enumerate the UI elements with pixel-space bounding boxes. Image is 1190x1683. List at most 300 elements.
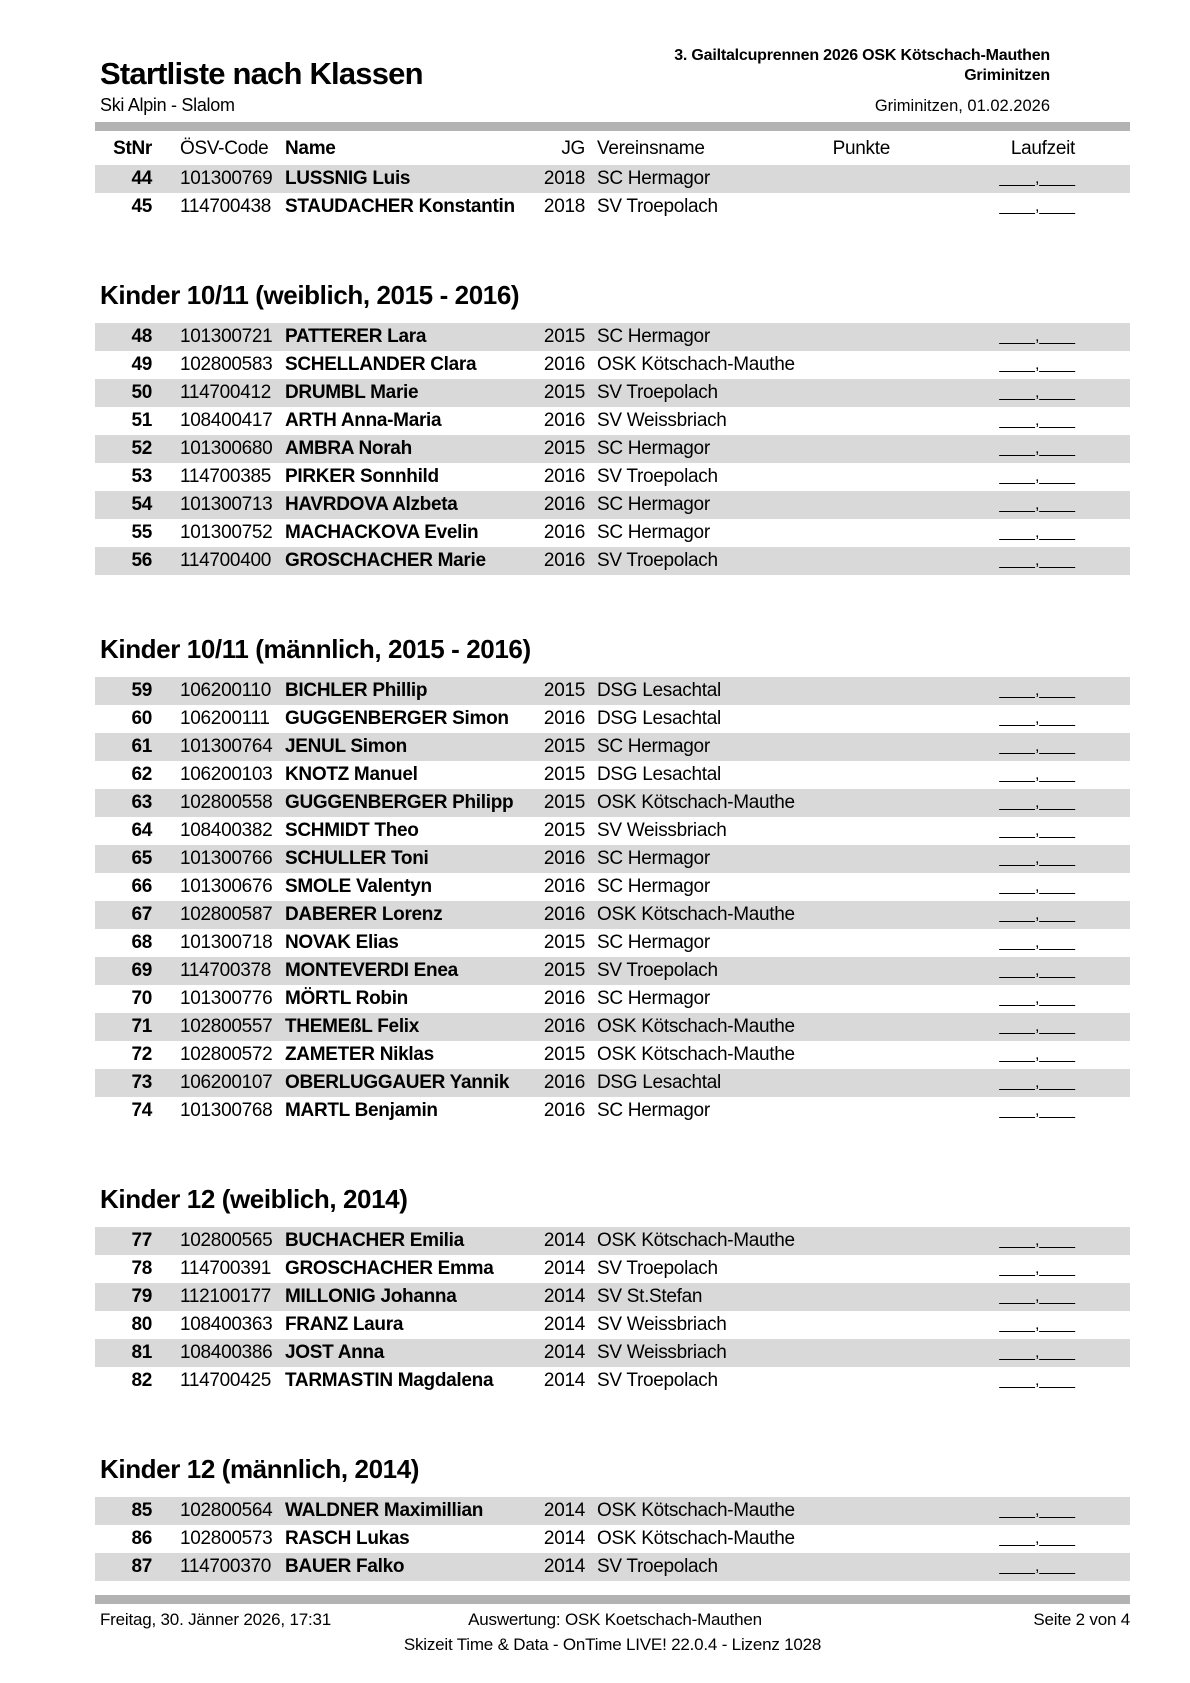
table-row	[95, 929, 1130, 957]
col-header-laufzeit: Laufzeit	[1010, 138, 1075, 159]
cell-jg: 2015	[543, 932, 585, 953]
table-row	[95, 789, 1130, 817]
event-header	[674, 46, 1130, 86]
table-row	[95, 491, 1130, 519]
cell-laufzeit: ____,____	[999, 1502, 1075, 1519]
table-row	[95, 1255, 1130, 1283]
cell-jg: 2018	[543, 196, 585, 217]
cell-punkte	[797, 817, 890, 845]
cell-name: FRANZ Laura	[285, 1314, 404, 1335]
cell-name: ZAMETER Niklas	[285, 1044, 434, 1065]
table-row	[95, 323, 1130, 351]
cell-verein: SV Troepolach	[597, 1556, 718, 1577]
cell-punkte	[797, 845, 890, 873]
cell-punkte	[797, 491, 890, 519]
footer-auswertung: Auswertung: OSK Koetschach-Mauthen	[468, 1610, 762, 1629]
cell-oesv-code: 114700425	[180, 1370, 271, 1391]
cell-name: DABERER Lorenz	[285, 904, 443, 925]
cell-verein: DSG Lesachtal	[597, 1072, 721, 1093]
class-table	[95, 165, 1130, 221]
cell-laufzeit: ____,____	[999, 962, 1075, 979]
table-row	[95, 1525, 1130, 1553]
cell-punkte	[797, 1339, 890, 1367]
cell-oesv-code: 106200111	[180, 708, 270, 729]
class-table	[95, 1497, 1130, 1581]
cell-stnr: 54	[131, 494, 152, 515]
cell-verein: SC Hermagor	[597, 494, 710, 515]
cell-laufzeit: ____,____	[999, 1372, 1075, 1389]
cell-stnr: 48	[131, 326, 152, 347]
cell-punkte	[797, 351, 890, 379]
cell-jg: 2016	[543, 410, 585, 431]
cell-punkte	[797, 789, 890, 817]
table-row	[95, 193, 1130, 221]
cell-laufzeit: ____,____	[999, 738, 1075, 755]
cell-laufzeit: ____,____	[999, 440, 1075, 457]
cell-jg: 2014	[543, 1286, 585, 1307]
cell-jg: 2016	[543, 904, 585, 925]
event-name: 3. Gailtalcuprennen 2026 OSK Kötschach-Mauthen	[674, 47, 1050, 64]
cell-oesv-code: 106200110	[180, 680, 271, 701]
cell-verein: OSK Kötschach-Mauthe	[597, 904, 795, 925]
col-header-jg: JG	[561, 138, 585, 159]
cell-jg: 2016	[543, 1100, 585, 1121]
table-row	[95, 817, 1130, 845]
cell-stnr: 86	[131, 1528, 152, 1549]
cell-oesv-code: 102800565	[180, 1230, 273, 1251]
cell-name: THEMEßL Felix	[285, 1016, 420, 1037]
table-row	[95, 1283, 1130, 1311]
cell-oesv-code: 101300776	[180, 988, 273, 1009]
cell-punkte	[797, 1283, 890, 1311]
cell-name: MILLONIG Johanna	[285, 1286, 457, 1307]
cell-name: DRUMBL Marie	[285, 382, 419, 403]
cell-verein: OSK Kötschach-Mauthe	[597, 1230, 795, 1251]
cell-laufzeit: ____,____	[999, 356, 1075, 373]
section-heading: Kinder 10/11 (männlich, 2015 - 2016)	[100, 634, 531, 664]
table-row	[95, 845, 1130, 873]
cell-laufzeit: ____,____	[999, 794, 1075, 811]
cell-punkte	[797, 1497, 890, 1525]
cell-stnr: 53	[131, 466, 152, 487]
cell-oesv-code: 101300768	[180, 1100, 273, 1121]
table-row	[95, 1553, 1130, 1581]
cell-name: JOST Anna	[285, 1342, 384, 1363]
cell-verein: SV Troepolach	[597, 382, 718, 403]
footer-page-number: Seite 2 von 4	[1033, 1610, 1130, 1629]
cell-jg: 2015	[543, 820, 585, 841]
cell-oesv-code: 102800572	[180, 1044, 273, 1065]
cell-laufzeit: ____,____	[999, 990, 1075, 1007]
cell-name: MARTL Benjamin	[285, 1100, 438, 1121]
cell-verein: OSK Kötschach-Mauthe	[597, 354, 795, 375]
cell-oesv-code: 102800558	[180, 792, 273, 813]
cell-oesv-code: 114700385	[180, 466, 271, 487]
cell-name: ARTH Anna-Maria	[285, 410, 442, 431]
cell-verein: DSG Lesachtal	[597, 680, 721, 701]
cell-oesv-code: 102800573	[180, 1528, 273, 1549]
cell-verein: SV Weissbriach	[597, 820, 727, 841]
cell-laufzeit: ____,____	[999, 170, 1075, 187]
cell-punkte	[797, 193, 890, 221]
cell-jg: 2016	[543, 1016, 585, 1037]
cell-verein: DSG Lesachtal	[597, 708, 721, 729]
cell-name: HAVRDOVA Alzbeta	[285, 494, 458, 515]
table-row	[95, 985, 1130, 1013]
cell-name: BUCHACHER Emilia	[285, 1230, 464, 1251]
page-header	[95, 46, 1130, 92]
cell-stnr: 59	[131, 680, 152, 701]
cell-oesv-code: 108400417	[180, 410, 273, 431]
cell-oesv-code: 108400363	[180, 1314, 273, 1335]
cell-stnr: 68	[131, 932, 152, 953]
footer-divider	[95, 1595, 1130, 1604]
cell-verein: SC Hermagor	[597, 988, 710, 1009]
class-table	[95, 677, 1130, 1125]
cell-jg: 2014	[543, 1370, 585, 1391]
cell-oesv-code: 108400382	[180, 820, 273, 841]
table-row	[95, 1497, 1130, 1525]
cell-stnr: 82	[131, 1370, 152, 1391]
cell-oesv-code: 102800557	[180, 1016, 273, 1037]
cell-name: MACHACKOVA Evelin	[285, 522, 479, 543]
cell-stnr: 61	[131, 736, 152, 757]
cell-name: AMBRA Norah	[285, 438, 412, 459]
cell-name: GUGGENBERGER Philipp	[285, 792, 514, 813]
cell-stnr: 66	[131, 876, 152, 897]
cell-name: STAUDACHER Konstantin	[285, 196, 515, 217]
table-row	[95, 165, 1130, 193]
cell-oesv-code: 112100177	[180, 1286, 271, 1307]
cell-laufzeit: ____,____	[999, 412, 1075, 429]
cell-verein: DSG Lesachtal	[597, 764, 721, 785]
cell-jg: 2014	[543, 1342, 585, 1363]
cell-stnr: 79	[131, 1286, 152, 1307]
cell-laufzeit: ____,____	[999, 878, 1075, 895]
header-subline	[95, 95, 1130, 116]
cell-name: RASCH Lukas	[285, 1528, 410, 1549]
cell-punkte	[797, 519, 890, 547]
cell-punkte	[797, 323, 890, 351]
footer	[95, 1610, 1130, 1630]
table-row	[95, 351, 1130, 379]
cell-stnr: 55	[131, 522, 152, 543]
cell-verein: SV Weissbriach	[597, 1342, 727, 1363]
cell-oesv-code: 101300721	[180, 326, 273, 347]
cell-name: TARMASTIN Magdalena	[285, 1370, 494, 1391]
cell-jg: 2015	[543, 382, 585, 403]
cell-verein: SV Weissbriach	[597, 410, 727, 431]
cell-name: BICHLER Phillip	[285, 680, 428, 701]
cell-punkte	[797, 1553, 890, 1581]
cell-verein: SC Hermagor	[597, 168, 710, 189]
cell-verein: SV St.Stefan	[597, 1286, 703, 1307]
cell-stnr: 73	[131, 1072, 152, 1093]
col-header-name: Name	[285, 138, 336, 159]
table-row	[95, 1041, 1130, 1069]
cell-oesv-code: 114700370	[180, 1556, 271, 1577]
cell-laufzeit: ____,____	[999, 1530, 1075, 1547]
table-row	[95, 1367, 1130, 1395]
cell-jg: 2015	[543, 326, 585, 347]
cell-stnr: 74	[131, 1100, 152, 1121]
cell-oesv-code: 114700412	[180, 382, 271, 403]
cell-oesv-code: 101300680	[180, 438, 273, 459]
cell-name: GUGGENBERGER Simon	[285, 708, 509, 729]
cell-verein: SV Troepolach	[597, 466, 718, 487]
cell-punkte	[797, 1069, 890, 1097]
cell-laufzeit: ____,____	[999, 1232, 1075, 1249]
cell-verein: OSK Kötschach-Mauthe	[597, 1016, 795, 1037]
cell-punkte	[797, 379, 890, 407]
section-heading: Kinder 10/11 (weiblich, 2015 - 2016)	[100, 280, 520, 310]
cell-stnr: 60	[131, 708, 152, 729]
table-row	[95, 519, 1130, 547]
cell-jg: 2016	[543, 522, 585, 543]
cell-jg: 2016	[543, 1072, 585, 1093]
table-row	[95, 705, 1130, 733]
cell-jg: 2016	[543, 550, 585, 571]
class-table	[95, 1227, 1130, 1395]
cell-stnr: 52	[131, 438, 152, 459]
cell-punkte	[797, 1227, 890, 1255]
cell-verein: SV Troepolach	[597, 1370, 718, 1391]
cell-name: SCHMIDT Theo	[285, 820, 419, 841]
cell-laufzeit: ____,____	[999, 766, 1075, 783]
cell-jg: 2014	[543, 1528, 585, 1549]
cell-laufzeit: ____,____	[999, 1558, 1075, 1575]
cell-name: GROSCHACHER Marie	[285, 550, 486, 571]
cell-laufzeit: ____,____	[999, 1102, 1075, 1119]
cell-laufzeit: ____,____	[999, 1344, 1075, 1361]
cell-name: WALDNER Maximillian	[285, 1500, 484, 1521]
cell-jg: 2015	[543, 736, 585, 757]
cell-jg: 2014	[543, 1556, 585, 1577]
footer-software: Skizeit Time & Data - OnTime LIVE! 22.0.4 - Lizenz 1028	[403, 1635, 822, 1654]
cell-verein: SV Weissbriach	[597, 1314, 727, 1335]
document-page	[95, 0, 1130, 1655]
cell-laufzeit: ____,____	[999, 198, 1075, 215]
col-header-stnr: StNr	[113, 138, 152, 159]
cell-name: KNOTZ Manuel	[285, 764, 418, 785]
cell-punkte	[797, 761, 890, 789]
cell-name: MÖRTL Robin	[285, 988, 408, 1009]
cell-laufzeit: ____,____	[999, 384, 1075, 401]
cell-jg: 2015	[543, 680, 585, 701]
cell-verein: SV Troepolach	[597, 960, 718, 981]
cell-punkte	[797, 547, 890, 575]
cell-laufzeit: ____,____	[999, 850, 1075, 867]
footer-datetime: Freitag, 30. Jänner 2026, 17:31	[100, 1610, 332, 1629]
cell-jg: 2014	[543, 1230, 585, 1251]
table-row	[95, 463, 1130, 491]
cell-oesv-code: 102800564	[180, 1500, 273, 1521]
table-row	[95, 1097, 1130, 1125]
cell-laufzeit: ____,____	[999, 328, 1075, 345]
cell-punkte	[797, 1255, 890, 1283]
cell-stnr: 62	[131, 764, 152, 785]
section-heading: Kinder 12 (männlich, 2014)	[100, 1454, 420, 1484]
table-row	[95, 761, 1130, 789]
cell-oesv-code: 114700438	[180, 196, 271, 217]
cell-stnr: 51	[131, 410, 152, 431]
cell-jg: 2015	[543, 960, 585, 981]
cell-stnr: 71	[131, 1016, 152, 1037]
cell-laufzeit: ____,____	[999, 934, 1075, 951]
section-heading: Kinder 12 (weiblich, 2014)	[100, 1184, 408, 1214]
table-row	[95, 901, 1130, 929]
cell-laufzeit: ____,____	[999, 682, 1075, 699]
col-header-verein: Vereinsname	[597, 138, 705, 159]
cell-stnr: 64	[131, 820, 152, 841]
table-row	[95, 547, 1130, 575]
table-row	[95, 407, 1130, 435]
cell-punkte	[797, 957, 890, 985]
cell-oesv-code: 102800587	[180, 904, 273, 925]
cell-verein: SV Troepolach	[597, 196, 718, 217]
cell-stnr: 80	[131, 1314, 152, 1335]
page-title: Startliste nach Klassen	[100, 56, 423, 91]
cell-stnr: 65	[131, 848, 152, 869]
cell-stnr: 77	[131, 1230, 152, 1251]
cell-jg: 2015	[543, 438, 585, 459]
cell-laufzeit: ____,____	[999, 552, 1075, 569]
cell-verein: SC Hermagor	[597, 522, 710, 543]
cell-verein: SC Hermagor	[597, 876, 710, 897]
table-row	[95, 1311, 1130, 1339]
cell-stnr: 44	[131, 168, 152, 189]
table-row	[95, 1227, 1130, 1255]
table-row	[95, 733, 1130, 761]
cell-laufzeit: ____,____	[999, 468, 1075, 485]
cell-oesv-code: 108400386	[180, 1342, 273, 1363]
cell-jg: 2016	[543, 848, 585, 869]
cell-verein: SC Hermagor	[597, 1100, 710, 1121]
cell-stnr: 78	[131, 1258, 152, 1279]
cell-jg: 2016	[543, 354, 585, 375]
cell-name: JENUL Simon	[285, 736, 407, 757]
cell-jg: 2016	[543, 988, 585, 1009]
table-row	[95, 435, 1130, 463]
cell-punkte	[797, 873, 890, 901]
discipline-label: Ski Alpin - Slalom	[100, 95, 235, 115]
cell-punkte	[797, 985, 890, 1013]
cell-stnr: 45	[131, 196, 152, 217]
cell-name: LUSSNIG Luis	[285, 168, 411, 189]
sections	[95, 165, 1130, 1581]
cell-laufzeit: ____,____	[999, 710, 1075, 727]
event-venue: Griminitzen	[964, 67, 1050, 84]
cell-oesv-code: 106200103	[180, 764, 273, 785]
cell-stnr: 49	[131, 354, 152, 375]
cell-punkte	[797, 1041, 890, 1069]
cell-punkte	[797, 733, 890, 761]
cell-punkte	[797, 165, 890, 193]
cell-laufzeit: ____,____	[999, 1288, 1075, 1305]
cell-jg: 2016	[543, 708, 585, 729]
cell-oesv-code: 114700378	[180, 960, 271, 981]
cell-oesv-code: 101300766	[180, 848, 273, 869]
cell-punkte	[797, 1525, 890, 1553]
cell-punkte	[797, 463, 890, 491]
cell-punkte	[797, 1367, 890, 1395]
cell-jg: 2015	[543, 1044, 585, 1065]
cell-punkte	[797, 677, 890, 705]
cell-oesv-code: 101300769	[180, 168, 273, 189]
cell-name: SCHULLER Toni	[285, 848, 429, 869]
cell-punkte	[797, 407, 890, 435]
cell-name: SMOLE Valentyn	[285, 876, 432, 897]
cell-stnr: 85	[131, 1500, 152, 1521]
cell-laufzeit: ____,____	[999, 1046, 1075, 1063]
cell-oesv-code: 101300713	[180, 494, 273, 515]
cell-oesv-code: 101300764	[180, 736, 273, 757]
cell-stnr: 70	[131, 988, 152, 1009]
cell-name: GROSCHACHER Emma	[285, 1258, 494, 1279]
cell-jg: 2014	[543, 1314, 585, 1335]
cell-punkte	[797, 1013, 890, 1041]
cell-verein: SC Hermagor	[597, 736, 710, 757]
cell-oesv-code: 101300676	[180, 876, 273, 897]
cell-verein: SV Troepolach	[597, 550, 718, 571]
cell-stnr: 72	[131, 1044, 152, 1065]
col-header-punkte: Punkte	[832, 138, 890, 159]
cell-stnr: 69	[131, 960, 152, 981]
cell-laufzeit: ____,____	[999, 822, 1075, 839]
header-divider	[95, 122, 1130, 131]
cell-punkte	[797, 901, 890, 929]
table-column-header	[95, 131, 1130, 165]
cell-verein: SC Hermagor	[597, 326, 710, 347]
cell-laufzeit: ____,____	[999, 1260, 1075, 1277]
cell-verein: SC Hermagor	[597, 932, 710, 953]
cell-laufzeit: ____,____	[999, 1018, 1075, 1035]
cell-laufzeit: ____,____	[999, 1316, 1075, 1333]
cell-stnr: 87	[131, 1556, 152, 1577]
cell-stnr: 63	[131, 792, 152, 813]
cell-punkte	[797, 1311, 890, 1339]
cell-name: PATTERER Lara	[285, 326, 427, 347]
cell-jg: 2016	[543, 876, 585, 897]
cell-jg: 2016	[543, 494, 585, 515]
cell-laufzeit: ____,____	[999, 524, 1075, 541]
cell-stnr: 81	[131, 1342, 152, 1363]
cell-stnr: 67	[131, 904, 152, 925]
cell-jg: 2016	[543, 466, 585, 487]
table-row	[95, 1339, 1130, 1367]
cell-oesv-code: 114700400	[180, 550, 271, 571]
location-date: Griminitzen, 01.02.2026	[874, 97, 1050, 115]
cell-verein: SC Hermagor	[597, 438, 710, 459]
cell-jg: 2015	[543, 792, 585, 813]
cell-verein: OSK Kötschach-Mauthe	[597, 1528, 795, 1549]
cell-verein: OSK Kötschach-Mauthe	[597, 792, 795, 813]
table-row	[95, 957, 1130, 985]
table-row	[95, 1069, 1130, 1097]
col-header-oesv-code: ÖSV-Code	[180, 138, 269, 159]
table-row	[95, 677, 1130, 705]
cell-jg: 2018	[543, 168, 585, 189]
cell-jg: 2014	[543, 1258, 585, 1279]
cell-punkte	[797, 929, 890, 957]
cell-stnr: 56	[131, 550, 152, 571]
cell-laufzeit: ____,____	[999, 1074, 1075, 1091]
cell-verein: OSK Kötschach-Mauthe	[597, 1500, 795, 1521]
cell-punkte	[797, 435, 890, 463]
cell-name: NOVAK Elias	[285, 932, 399, 953]
cell-name: PIRKER Sonnhild	[285, 466, 439, 487]
cell-name: OBERLUGGAUER Yannik	[285, 1072, 510, 1093]
